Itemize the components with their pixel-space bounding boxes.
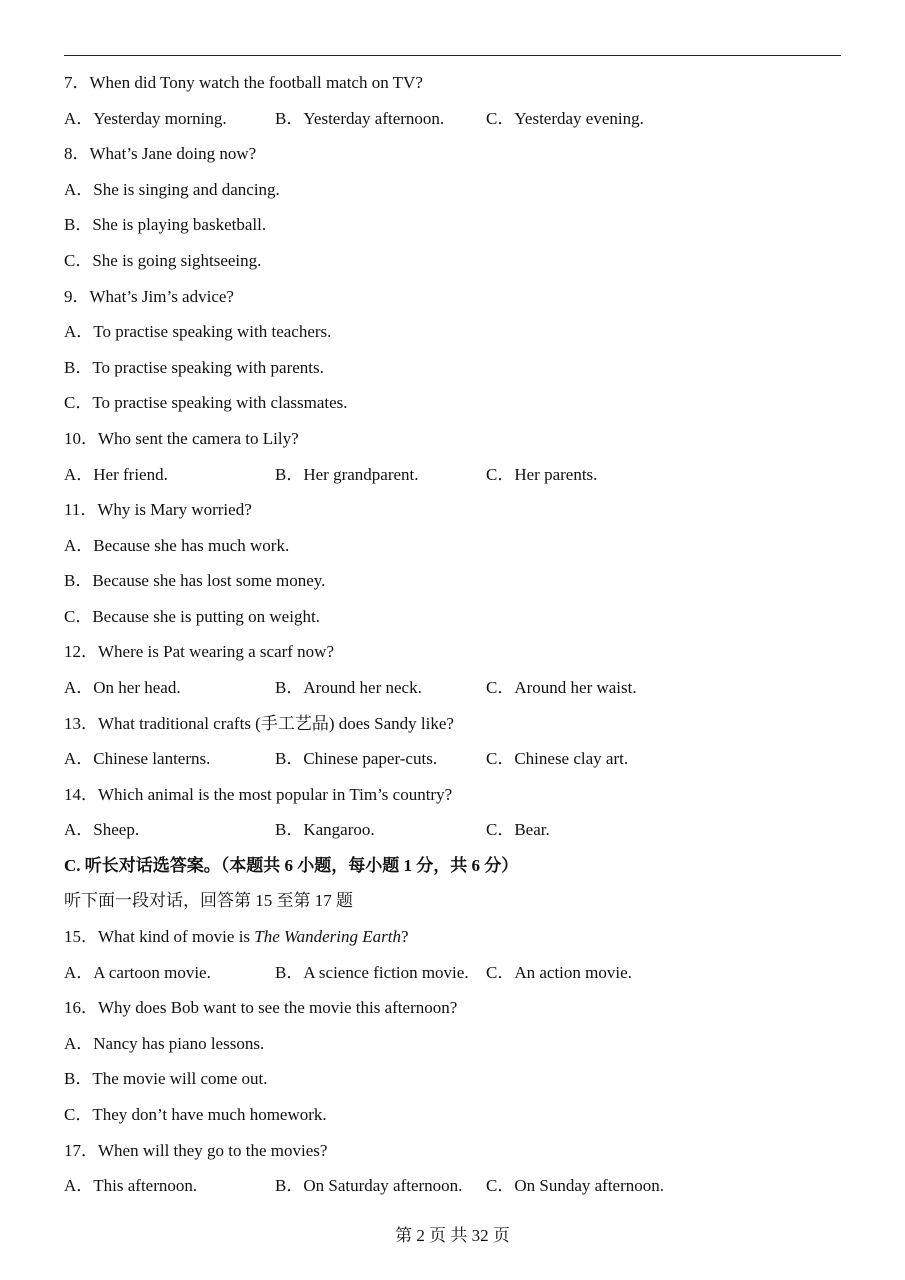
question-16-option-c: C．They don’t have much homework. bbox=[64, 1105, 327, 1124]
question-14-option-b: B．Kangaroo. bbox=[275, 820, 375, 839]
question-17-stem: 17．When will they go to the movies? bbox=[64, 1141, 328, 1160]
question-12-options bbox=[64, 676, 764, 700]
section-c-instruction: 听下面一段对话，回答第 15 至第 17 题 bbox=[64, 891, 353, 910]
question-7-option-a: A．Yesterday morning. bbox=[64, 109, 227, 128]
question-8-stem: 8．What’s Jane doing now? bbox=[64, 144, 257, 163]
question-10-option-b: B．Her grandparent. bbox=[275, 465, 419, 484]
question-13-option-a: A．Chinese lanterns. bbox=[64, 749, 211, 768]
question-13-option-c: C．Chinese clay art. bbox=[486, 749, 629, 768]
question-13-option-b: B．Chinese paper-cuts. bbox=[275, 749, 438, 768]
question-10-stem: 10．Who sent the camera to Lily? bbox=[64, 429, 299, 448]
question-14-stem: 14．Which animal is the most popular in Tim’s country? bbox=[64, 785, 453, 804]
question-15-option-c: C．An action movie. bbox=[486, 963, 632, 982]
header-rule bbox=[64, 55, 841, 56]
question-16-option-b: B．The movie will come out. bbox=[64, 1069, 268, 1088]
question-10-option-a: A．Her friend. bbox=[64, 465, 168, 484]
question-9-stem: 9．What’s Jim’s advice? bbox=[64, 287, 234, 306]
question-14-options bbox=[64, 818, 764, 842]
question-15-stem bbox=[64, 925, 409, 949]
question-11-option-b: B．Because she has lost some money. bbox=[64, 571, 326, 590]
section-c-heading: C. 听长对话选答案。（本题共 6 小题，每小题 1 分，共 6 分） bbox=[64, 856, 519, 875]
question-8-option-a: A．She is singing and dancing. bbox=[64, 180, 280, 199]
question-12-stem: 12．Where is Pat wearing a scarf now? bbox=[64, 642, 335, 661]
question-12-option-a: A．On her head. bbox=[64, 678, 181, 697]
question-10-option-c: C．Her parents. bbox=[486, 465, 598, 484]
question-12-option-c: C．Around her waist. bbox=[486, 678, 637, 697]
question-10-options bbox=[64, 463, 764, 487]
question-8-option-c: C．She is going sightseeing. bbox=[64, 251, 262, 270]
question-17-option-b: B．On Saturday afternoon. bbox=[275, 1176, 463, 1195]
question-15-stem-end: ? bbox=[401, 927, 409, 946]
question-7-option-c: C．Yesterday evening. bbox=[486, 109, 644, 128]
question-15-stem-start: 15．What kind of movie is bbox=[64, 927, 255, 946]
question-17-options bbox=[64, 1174, 764, 1198]
question-8-option-b: B．She is playing basketball. bbox=[64, 215, 267, 234]
question-13-stem: 13．What traditional crafts (手工艺品) does Sandy like? bbox=[64, 714, 454, 733]
question-7-options bbox=[64, 107, 764, 131]
question-16-stem: 16．Why does Bob want to see the movie this afternoon? bbox=[64, 998, 458, 1017]
movie-title: The Wandering Earth bbox=[254, 927, 401, 946]
question-14-option-c: C．Bear. bbox=[486, 820, 550, 839]
question-15-option-a: A．A cartoon movie. bbox=[64, 963, 211, 982]
page-number: 第 2 页 共 32 页 bbox=[395, 1226, 510, 1245]
question-15-options bbox=[64, 961, 764, 985]
question-7-option-b: B．Yesterday afternoon. bbox=[275, 109, 445, 128]
question-11-stem: 11．Why is Mary worried? bbox=[64, 500, 252, 519]
question-16-option-a: A．Nancy has piano lessons. bbox=[64, 1034, 265, 1053]
question-9-option-a: A．To practise speaking with teachers. bbox=[64, 322, 332, 341]
question-15-option-b: B．A science fiction movie. bbox=[275, 963, 469, 982]
question-12-option-b: B．Around her neck. bbox=[275, 678, 422, 697]
question-17-option-c: C．On Sunday afternoon. bbox=[486, 1176, 665, 1195]
question-7-stem: 7．When did Tony watch the football match on TV? bbox=[64, 73, 423, 92]
question-9-option-c: C．To practise speaking with classmates. bbox=[64, 393, 348, 412]
question-9-option-b: B．To practise speaking with parents. bbox=[64, 358, 324, 377]
question-13-options bbox=[64, 747, 764, 771]
question-14-option-a: A．Sheep. bbox=[64, 820, 140, 839]
question-17-option-a: A．This afternoon. bbox=[64, 1176, 198, 1195]
question-11-option-a: A．Because she has much work. bbox=[64, 536, 290, 555]
question-11-option-c: C．Because she is putting on weight. bbox=[64, 607, 320, 626]
